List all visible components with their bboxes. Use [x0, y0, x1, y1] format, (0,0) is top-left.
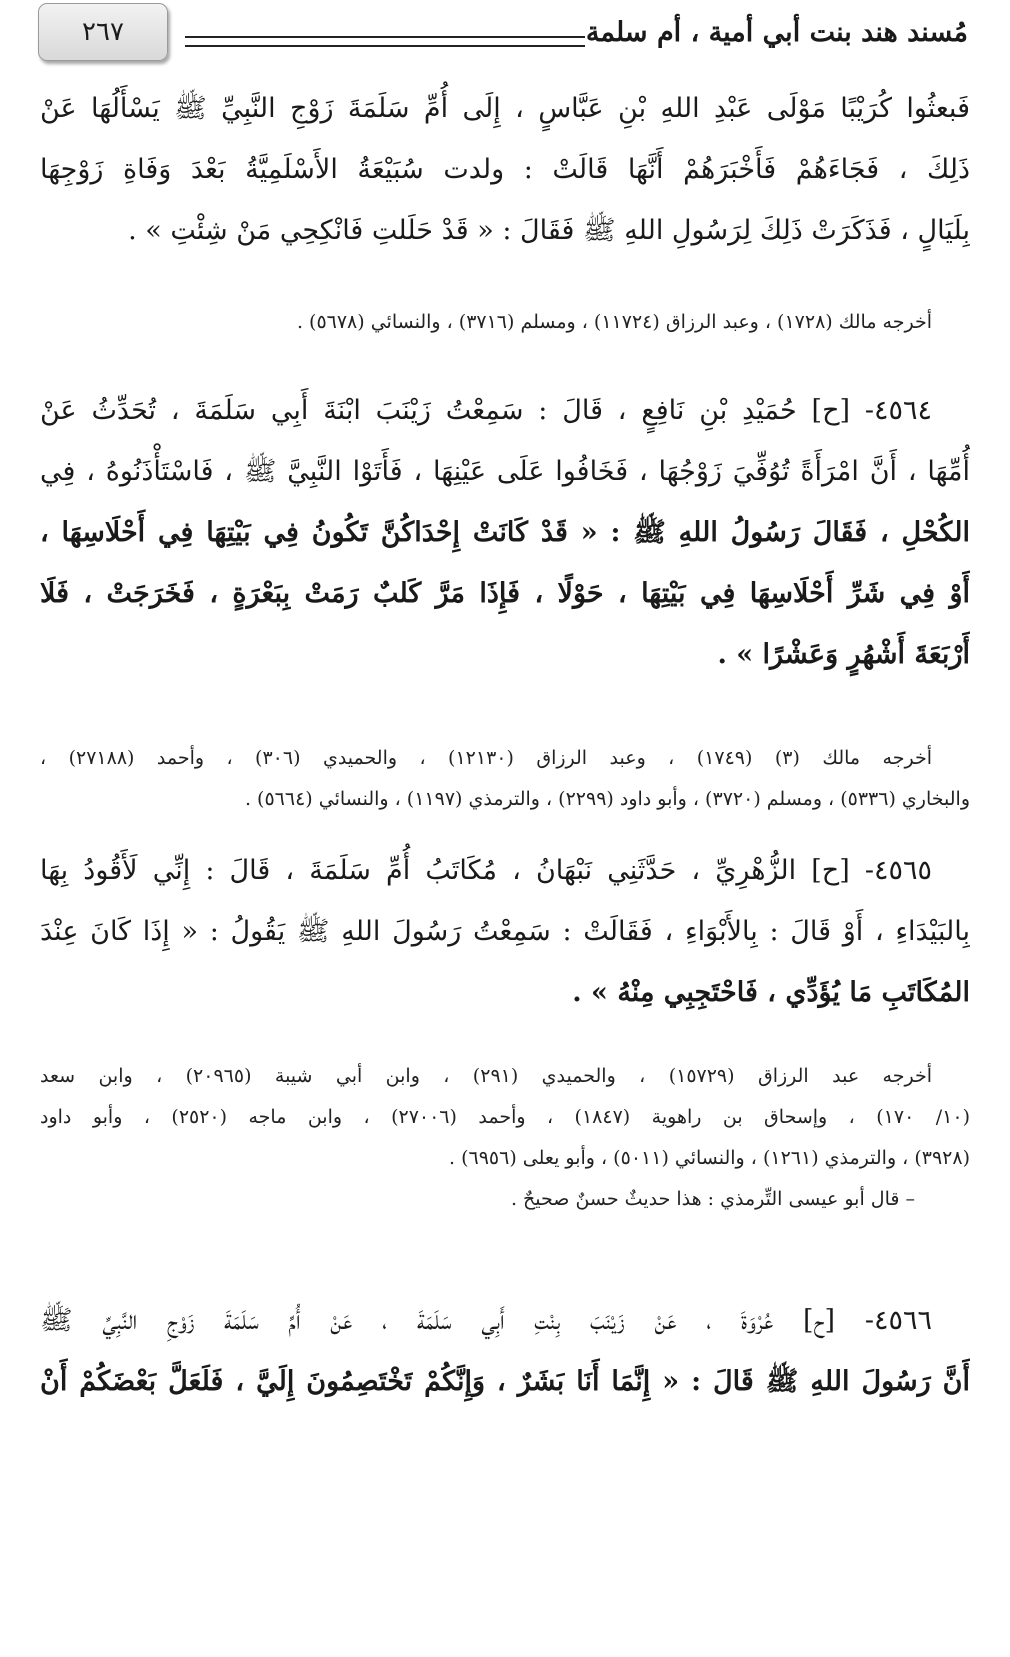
text-line: أُمِّهَا ، أَنَّ امْرَأَةً تُوُفِّيَ زَوْجُهَا ، فَخَافُوا عَلَى عَيْنِهَا ، فَأَتَوْا النَّبِيَّ ﷺ ، فَاسْتَأْذَنُوهُ ، فِي: [40, 456, 970, 487]
text-line: فَبعثُوا كُرَيْبًا مَوْلَى عَبْدِ اللهِ بْنِ عَبَّاسٍ ، إِلَى أُمِّ سَلَمَةَ زَوْجِ النَّبِيِّ ﷺ يَسْأَلُهَا عَنْ: [40, 93, 970, 124]
note-line: (٣٩٢٨) ، والترمذي (١٢٦١) ، والنسائي (٥٠١١) ، وأبو يعلى (٦٩٥٦) .: [449, 1147, 970, 1169]
hadith-4564: [40, 380, 970, 685]
takhrij-note-4564: [40, 738, 970, 820]
text-line: الكُحْلِ ، فَقَالَ رَسُولُ اللهِ ﷺ : « قَدْ كَانَتْ إِحْدَاكُنَّ تَكُونُ فِي بَيْتِهَا فِي أَحْلَاسِهَا ،: [40, 517, 970, 548]
note-line: والبخاري (٥٣٣٦) ، ومسلم (٣٧٢٠) ، وأبو داود (٢٢٩٩) ، والترمذي (١١٩٧) ، والنسائي (٥٦٦٤) .: [244, 788, 970, 810]
text-line: ٤٥٦٤- [ح] حُمَيْدِ بْنِ نَافِعٍ ، قَالَ : سَمِعْتُ زَيْنَبَ ابْنَةَ أَبِي سَلَمَةَ ، تُحَدِّثُ عَنْ: [40, 395, 932, 426]
tirmidhi-grading: – قال أبو عيسى التِّرمذي : هذا حديثٌ حسنٌ صحيحٌ .: [510, 1188, 915, 1210]
page-number-tab: [38, 3, 168, 61]
text-line: ذَلِكَ ، فَجَاءَهُمْ فَأَخْبَرَهُمْ أَنَّهَا قَالَتْ : ولدت سُبَيْعَةُ الأَسْلَمِيَّةُ بَعْدَ وَفَاةِ زَوْجِهَا: [40, 154, 970, 185]
hadith-4565: [40, 840, 970, 1023]
note-line: (١٠/ ١٧٠) ، وإسحاق بن راهوية (١٨٤٧) ، وأحمد (٢٧٠٠٦) ، وابن ماجه (٢٥٢٠) ، وأبو داود: [40, 1106, 970, 1128]
text-line: أَنَّ رَسُولَ اللهِ ﷺ قَالَ : « إِنَّمَا أَنَا بَشَرٌ ، وَإِنَّكُمْ تَخْتَصِمُونَ إِلَيَّ ، فَلَعَلَّ بَعْضَكُمْ أَنْ: [40, 1366, 970, 1397]
hadith-paragraph-1: [40, 78, 970, 261]
text-line: أَرْبَعَةَ أَشْهُرٍ وَعَشْرًا » .: [717, 639, 970, 670]
note-line: أخرجه عبد الرزاق (١٥٧٢٩) ، والحميدي (٢٩١) ، وابن أبي شيبة (٢٠٩٦٥) ، وابن سعد: [40, 1065, 932, 1087]
text-line: أَوْ فِي شَرِّ أَحْلَاسِهَا فِي بَيْتِهَا ، حَوْلًا ، فَإِذَا مَرَّ كَلبٌ رَمَتْ بِبَعْرَةٍ ، فَخَرَجَتْ ، فَلَا: [40, 578, 970, 609]
note-line: أخرجه مالك (١٧٢٨) ، وعبد الرزاق (١١٧٢٤) ، ومسلم (٣٧١٦) ، والنسائي (٥٦٧٨) .: [296, 311, 932, 333]
hadith-4566: [40, 1290, 970, 1412]
takhrij-note-1: [40, 302, 970, 343]
page-header: [0, 0, 1010, 70]
note-line: أخرجه مالك (٣) (١٧٤٩) ، وعبد الرزاق (١٢١٣٠) ، والحميدي (٣٠٦) ، وأحمد (٢٧١٨٨) ،: [40, 747, 932, 769]
text-line: بِالبَيْدَاءِ ، أَوْ قَالَ : بِالأَبْوَاءِ ، فَقَالَتْ : سَمِعْتُ رَسُولَ اللهِ ﷺ يَقُولُ : « إِذَا كَانَ عِنْدَ: [40, 916, 970, 947]
takhrij-note-4565: [40, 1056, 970, 1220]
text-line: ٤٥٦٦- [ح] عُرْوَةَ ، عَنْ زَيْنَبَ بِنْتِ أَبِي سَلَمَةَ ، عَنْ أُمِّ سَلَمَةَ زَوْجِ النَّبِيِّ ﷺ: [40, 1305, 932, 1336]
page-number: ٢٦٧: [82, 17, 124, 47]
text-line: المُكَاتَبِ مَا يُؤَدِّي ، فَاحْتَجِبِي مِنْهُ » .: [572, 977, 970, 1008]
text-line: ٤٥٦٥- [ح] الزُّهْرِيِّ ، حَدَّثَنِي نَبْهَانُ ، مُكَاتَبُ أُمِّ سَلَمَةَ ، قَالَ : إِنِّي لَأَقُودُ بِهَا: [40, 855, 932, 886]
header-rule: [185, 36, 585, 47]
text-line: بِلَيَالٍ ، فَذَكَرَتْ ذَلِكَ لِرَسُولِ اللهِ ﷺ فَقَالَ : « قَدْ حَلَلتِ فَانْكِحِي مَنْ شِئْتِ » .: [128, 215, 970, 246]
running-title: مُسند هند بنت أبي أمية ، أم سلمة: [585, 16, 968, 48]
